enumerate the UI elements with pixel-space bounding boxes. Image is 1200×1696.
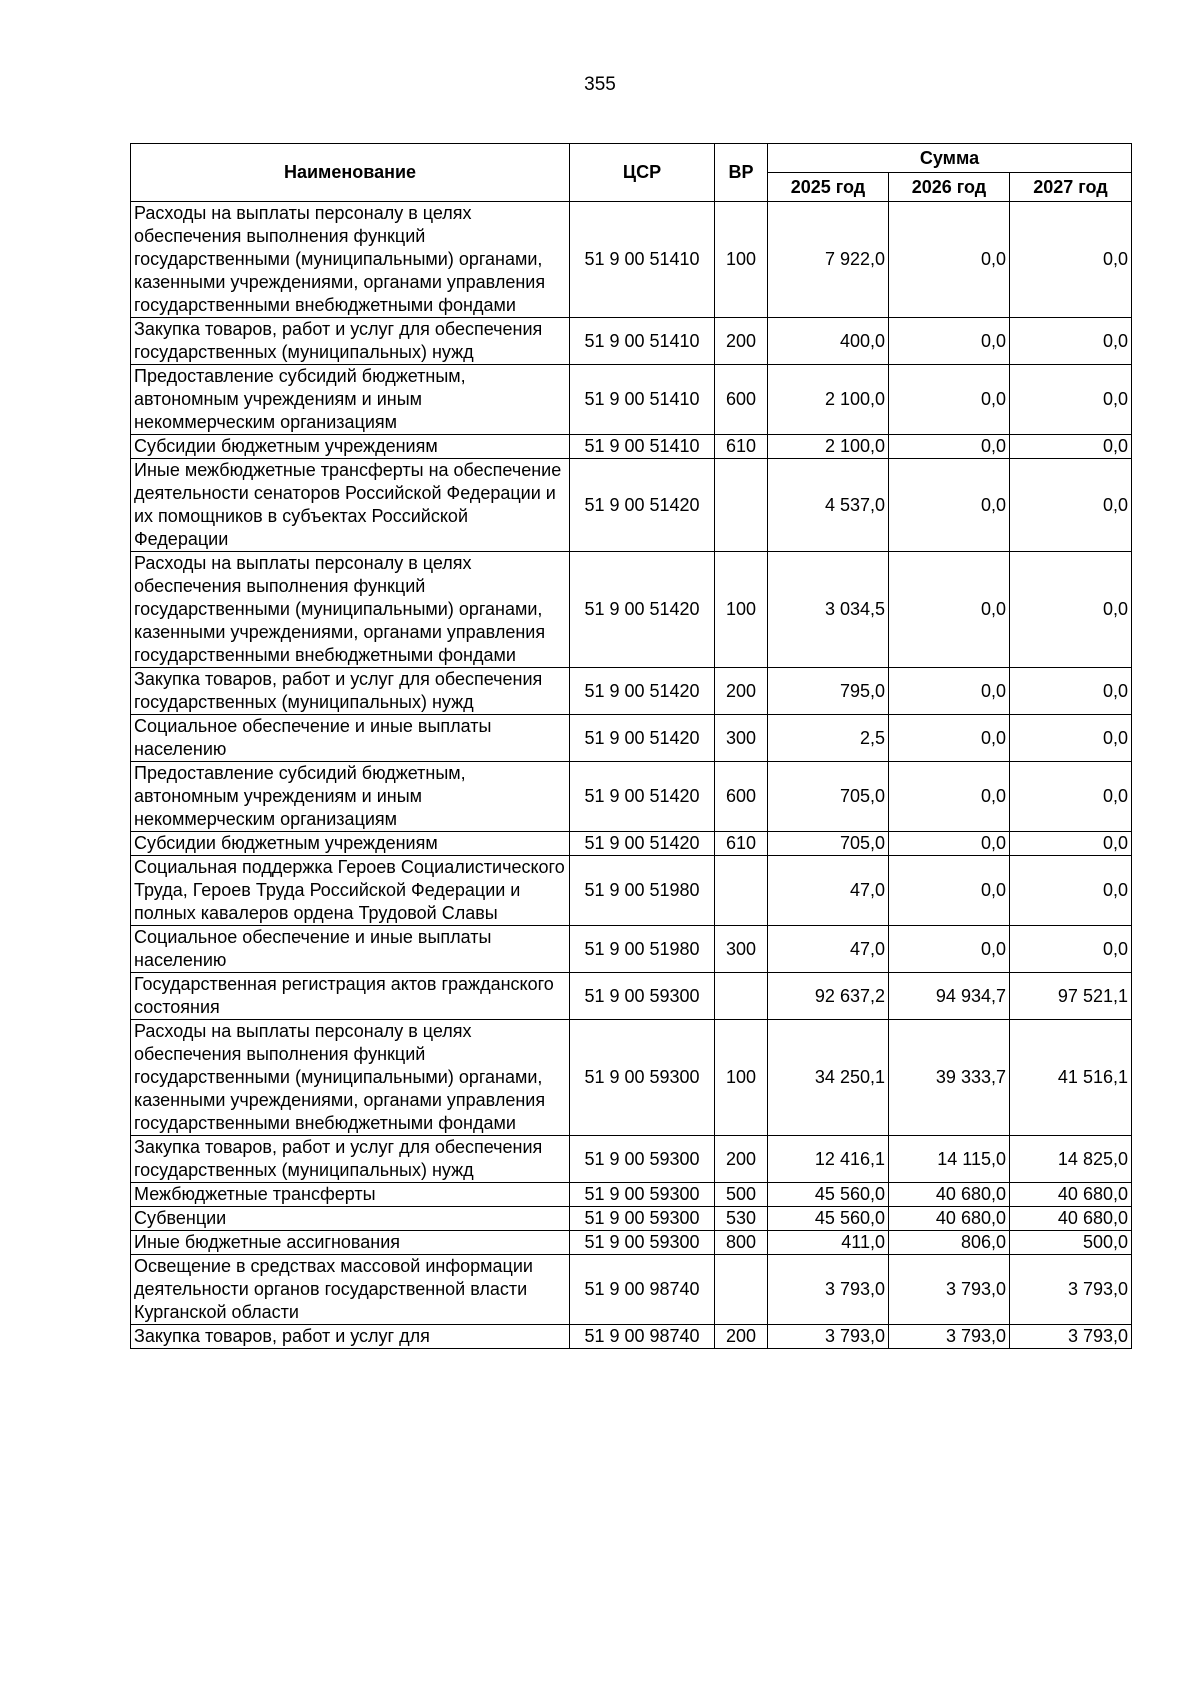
cell-name: Предоставление субсидий бюджетным, автономным учреждениям и иным некоммерческим организациям [131, 365, 570, 435]
header-year-2025: 2025 год [768, 173, 889, 202]
cell-2025: 2 100,0 [768, 365, 889, 435]
header-sum: Сумма [768, 144, 1132, 173]
cell-vr: 600 [715, 762, 768, 832]
cell-2027: 500,0 [1010, 1231, 1132, 1255]
cell-vr: 500 [715, 1183, 768, 1207]
table-row [131, 856, 1132, 926]
cell-2025: 3 793,0 [768, 1325, 889, 1349]
cell-vr [715, 856, 768, 926]
table-row [131, 202, 1132, 318]
table-row [131, 318, 1132, 365]
cell-2026: 0,0 [889, 202, 1010, 318]
cell-2026: 0,0 [889, 926, 1010, 973]
cell-2025: 47,0 [768, 856, 889, 926]
cell-name: Закупка товаров, работ и услуг для обеспечения государственных (муниципальных) нужд [131, 1136, 570, 1183]
cell-2026: 0,0 [889, 856, 1010, 926]
cell-2025: 45 560,0 [768, 1183, 889, 1207]
cell-2026: 0,0 [889, 552, 1010, 668]
cell-csr: 51 9 00 51420 [570, 762, 715, 832]
cell-2026: 0,0 [889, 435, 1010, 459]
cell-csr: 51 9 00 51420 [570, 552, 715, 668]
cell-2027: 0,0 [1010, 459, 1132, 552]
table-row [131, 365, 1132, 435]
cell-name: Закупка товаров, работ и услуг для [131, 1325, 570, 1349]
cell-vr: 100 [715, 1020, 768, 1136]
table-row [131, 1255, 1132, 1325]
cell-2026: 3 793,0 [889, 1255, 1010, 1325]
cell-2027: 3 793,0 [1010, 1255, 1132, 1325]
cell-csr: 51 9 00 51420 [570, 715, 715, 762]
cell-name: Расходы на выплаты персоналу в целях обеспечения выполнения функций государственными (муниципальными) органами, казенными учреждениями, органами управления государственными внебюджетными фондами [131, 552, 570, 668]
cell-2026: 40 680,0 [889, 1183, 1010, 1207]
cell-name: Расходы на выплаты персоналу в целях обеспечения выполнения функций государственными (муниципальными) органами, казенными учреждениями, органами управления государственными внебюджетными фондами [131, 202, 570, 318]
table-body [131, 202, 1132, 1349]
cell-csr: 51 9 00 51410 [570, 318, 715, 365]
cell-csr: 51 9 00 51980 [570, 856, 715, 926]
cell-2025: 92 637,2 [768, 973, 889, 1020]
cell-2026: 94 934,7 [889, 973, 1010, 1020]
cell-name: Иные бюджетные ассигнования [131, 1231, 570, 1255]
cell-2027: 40 680,0 [1010, 1183, 1132, 1207]
cell-2025: 705,0 [768, 832, 889, 856]
cell-vr: 200 [715, 318, 768, 365]
cell-vr: 800 [715, 1231, 768, 1255]
cell-2027: 0,0 [1010, 552, 1132, 668]
cell-csr: 51 9 00 98740 [570, 1255, 715, 1325]
table-row [131, 926, 1132, 973]
cell-name: Социальное обеспечение и иные выплаты населению [131, 715, 570, 762]
cell-2027: 0,0 [1010, 668, 1132, 715]
cell-name: Социальная поддержка Героев Социалистического Труда, Героев Труда Российской Федерации и полных кавалеров ордена Трудовой Славы [131, 856, 570, 926]
cell-2026: 0,0 [889, 668, 1010, 715]
cell-2026: 0,0 [889, 762, 1010, 832]
table-row [131, 973, 1132, 1020]
budget-table [130, 143, 1132, 1349]
cell-2025: 705,0 [768, 762, 889, 832]
cell-vr: 610 [715, 832, 768, 856]
cell-vr: 100 [715, 552, 768, 668]
cell-vr: 100 [715, 202, 768, 318]
cell-name: Государственная регистрация актов гражданского состояния [131, 973, 570, 1020]
table-row [131, 668, 1132, 715]
cell-2026: 14 115,0 [889, 1136, 1010, 1183]
cell-2026: 0,0 [889, 365, 1010, 435]
cell-2025: 3 034,5 [768, 552, 889, 668]
cell-vr: 300 [715, 715, 768, 762]
cell-csr: 51 9 00 98740 [570, 1325, 715, 1349]
cell-csr: 51 9 00 59300 [570, 1183, 715, 1207]
table-row [131, 1020, 1132, 1136]
cell-name: Предоставление субсидий бюджетным, автономным учреждениям и иным некоммерческим организациям [131, 762, 570, 832]
cell-2027: 97 521,1 [1010, 973, 1132, 1020]
cell-2026: 806,0 [889, 1231, 1010, 1255]
cell-name: Субвенции [131, 1207, 570, 1231]
cell-name: Субсидии бюджетным учреждениям [131, 435, 570, 459]
cell-2027: 0,0 [1010, 856, 1132, 926]
cell-name: Закупка товаров, работ и услуг для обеспечения государственных (муниципальных) нужд [131, 318, 570, 365]
cell-vr: 200 [715, 1136, 768, 1183]
cell-csr: 51 9 00 59300 [570, 1020, 715, 1136]
cell-2025: 34 250,1 [768, 1020, 889, 1136]
cell-2027: 0,0 [1010, 365, 1132, 435]
cell-2026: 40 680,0 [889, 1207, 1010, 1231]
cell-name: Субсидии бюджетным учреждениям [131, 832, 570, 856]
cell-2026: 0,0 [889, 459, 1010, 552]
cell-2025: 2 100,0 [768, 435, 889, 459]
cell-2027: 3 793,0 [1010, 1325, 1132, 1349]
cell-2025: 795,0 [768, 668, 889, 715]
cell-vr: 200 [715, 1325, 768, 1349]
cell-2026: 39 333,7 [889, 1020, 1010, 1136]
cell-2027: 0,0 [1010, 202, 1132, 318]
table-row [131, 1207, 1132, 1231]
cell-2025: 411,0 [768, 1231, 889, 1255]
cell-2026: 0,0 [889, 832, 1010, 856]
cell-vr: 530 [715, 1207, 768, 1231]
cell-csr: 51 9 00 59300 [570, 1207, 715, 1231]
table-row [131, 1183, 1132, 1207]
cell-csr: 51 9 00 59300 [570, 1136, 715, 1183]
cell-csr: 51 9 00 51980 [570, 926, 715, 973]
table-row [131, 459, 1132, 552]
cell-2025: 47,0 [768, 926, 889, 973]
cell-2025: 12 416,1 [768, 1136, 889, 1183]
cell-csr: 51 9 00 59300 [570, 1231, 715, 1255]
cell-csr: 51 9 00 51420 [570, 832, 715, 856]
table-header [131, 144, 1132, 202]
cell-2027: 0,0 [1010, 832, 1132, 856]
cell-vr [715, 1255, 768, 1325]
cell-2025: 4 537,0 [768, 459, 889, 552]
header-year-2027: 2027 год [1010, 173, 1132, 202]
cell-csr: 51 9 00 59300 [570, 973, 715, 1020]
table-row [131, 832, 1132, 856]
table-row [131, 715, 1132, 762]
cell-2027: 14 825,0 [1010, 1136, 1132, 1183]
table-row [131, 435, 1132, 459]
cell-name: Межбюджетные трансферты [131, 1183, 570, 1207]
cell-2027: 0,0 [1010, 435, 1132, 459]
cell-csr: 51 9 00 51420 [570, 459, 715, 552]
cell-2027: 40 680,0 [1010, 1207, 1132, 1231]
cell-name: Социальное обеспечение и иные выплаты населению [131, 926, 570, 973]
table-row [131, 762, 1132, 832]
cell-name: Расходы на выплаты персоналу в целях обеспечения выполнения функций государственными (муниципальными) органами, казенными учреждениями, органами управления государственными внебюджетными фондами [131, 1020, 570, 1136]
cell-2027: 0,0 [1010, 715, 1132, 762]
cell-csr: 51 9 00 51410 [570, 202, 715, 318]
cell-vr: 610 [715, 435, 768, 459]
cell-2026: 3 793,0 [889, 1325, 1010, 1349]
table-row [131, 552, 1132, 668]
cell-2026: 0,0 [889, 318, 1010, 365]
cell-vr [715, 459, 768, 552]
header-name: Наименование [131, 144, 570, 202]
table-row [131, 1136, 1132, 1183]
cell-csr: 51 9 00 51410 [570, 435, 715, 459]
cell-vr: 600 [715, 365, 768, 435]
cell-vr [715, 973, 768, 1020]
table-row [131, 1231, 1132, 1255]
cell-2025: 3 793,0 [768, 1255, 889, 1325]
cell-vr: 300 [715, 926, 768, 973]
cell-2027: 0,0 [1010, 926, 1132, 973]
cell-2025: 45 560,0 [768, 1207, 889, 1231]
cell-csr: 51 9 00 51420 [570, 668, 715, 715]
header-csr: ЦСР [570, 144, 715, 202]
cell-2025: 2,5 [768, 715, 889, 762]
cell-2026: 0,0 [889, 715, 1010, 762]
cell-name: Освещение в средствах массовой информации деятельности органов государственной власти Курганской области [131, 1255, 570, 1325]
table-row [131, 1325, 1132, 1349]
cell-2025: 400,0 [768, 318, 889, 365]
cell-2027: 0,0 [1010, 762, 1132, 832]
header-year-2026: 2026 год [889, 173, 1010, 202]
cell-name: Закупка товаров, работ и услуг для обеспечения государственных (муниципальных) нужд [131, 668, 570, 715]
cell-2027: 0,0 [1010, 318, 1132, 365]
cell-2027: 41 516,1 [1010, 1020, 1132, 1136]
cell-2025: 7 922,0 [768, 202, 889, 318]
cell-csr: 51 9 00 51410 [570, 365, 715, 435]
header-vr: ВР [715, 144, 768, 202]
page-number: 355 [584, 74, 616, 95]
cell-vr: 200 [715, 668, 768, 715]
cell-name: Иные межбюджетные трансферты на обеспечение деятельности сенаторов Российской Федерации и их помощников в субъектах Российской Федерации [131, 459, 570, 552]
